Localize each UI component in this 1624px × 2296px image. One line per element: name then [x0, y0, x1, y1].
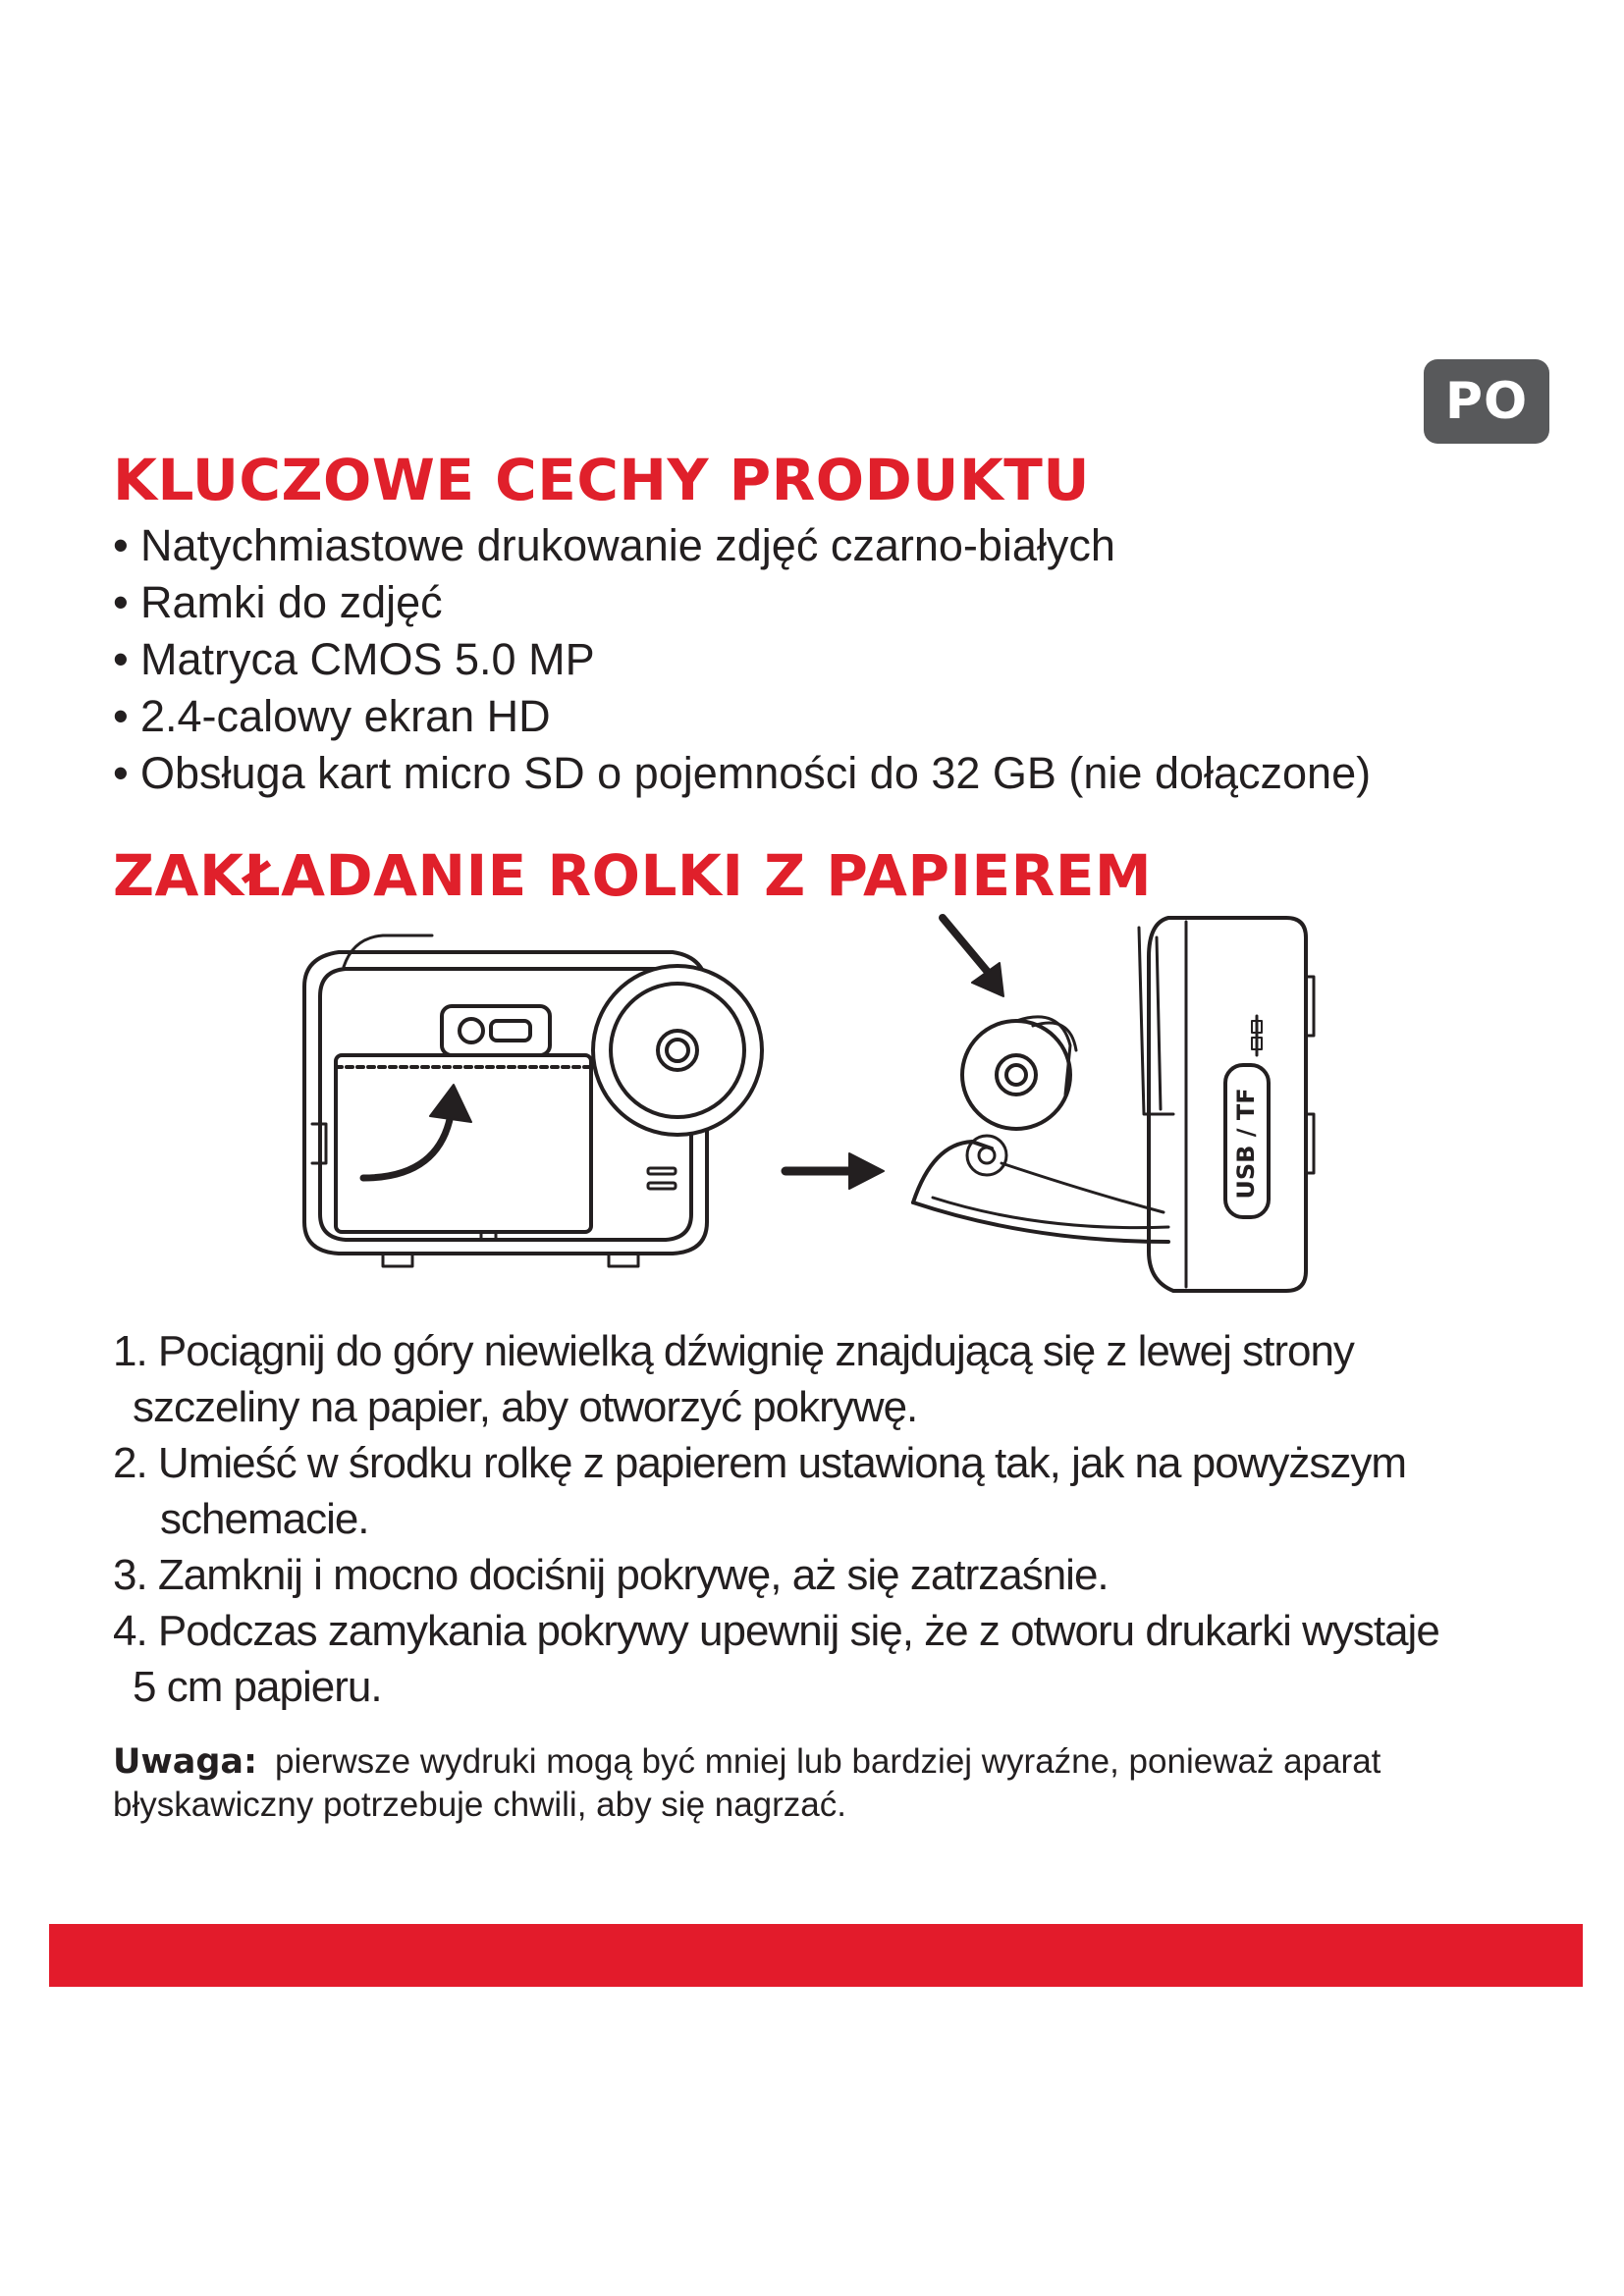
feature-text: Matryca CMOS 5.0 MP: [140, 634, 595, 684]
feature-text: Ramki do zdjęć: [140, 577, 443, 627]
feature-text: 2.4-calowy ekran HD: [140, 691, 551, 741]
feature-item: [113, 631, 1371, 688]
note-text: pierwsze wydruki mogą być mniej lub bardziej wyraźne, ponieważ aparat błyskawiczny potrzebuje chwili, aby się nagrzać.: [113, 1742, 1381, 1824]
note-label: Uwaga:: [113, 1742, 258, 1782]
bullet: •: [113, 520, 129, 570]
feature-item: [113, 574, 1371, 631]
usb-tf-label: USB / TF: [1232, 1088, 1260, 1200]
step-text: 3. Zamknij i mocno dociśnij pokrywę, aż się zatrzaśnie.: [113, 1551, 1109, 1599]
step-text: 1. Pociągnij do góry niewielką dźwignię znajdującą się z lewej strony: [113, 1327, 1354, 1375]
features-heading: KLUCZOWE CECHY PRODUKTU: [113, 447, 1090, 513]
down-arrow-icon: [943, 918, 1003, 996]
step-item: [113, 1435, 1527, 1547]
language-badge: PO: [1424, 359, 1549, 444]
feature-item: [113, 517, 1371, 574]
camera-back-illustration: [304, 935, 762, 1266]
step-text-continuation: szczeliny na papier, aby otworzyć pokrywę.: [133, 1383, 918, 1431]
right-arrow-icon: [785, 1153, 884, 1189]
paper-roll-diagram: [285, 898, 1345, 1301]
bullet: •: [113, 748, 129, 798]
paper-roll-heading: ZAKŁADANIE ROLKI Z PAPIEREM: [113, 842, 1153, 909]
step-item: [113, 1323, 1527, 1435]
feature-item: [113, 688, 1371, 745]
bullet: •: [113, 577, 129, 627]
step-text: 2. Umieść w środku rolkę z papierem ustawioną tak, jak na powyższym: [113, 1439, 1407, 1487]
step-text-continuation: schemacie.: [160, 1495, 369, 1543]
features-list: [113, 517, 1371, 802]
footer-red-bar: [49, 1924, 1583, 1987]
bullet: •: [113, 691, 129, 741]
step-item: [113, 1603, 1527, 1715]
step-text-continuation: 5 cm papieru.: [133, 1663, 382, 1711]
feature-text: Natychmiastowe drukowanie zdjęć czarno-białych: [140, 520, 1115, 570]
paper-roll-illustration: [962, 1017, 1076, 1129]
bullet: •: [113, 634, 129, 684]
warning-note: [113, 1740, 1527, 1827]
paper-roll-steps: [113, 1323, 1527, 1715]
step-item: [113, 1547, 1527, 1603]
feature-item: [113, 745, 1371, 802]
step-text: 4. Podczas zamykania pokrywy upewnij się, że z otworu drukarki wystaje: [113, 1607, 1439, 1655]
feature-text: Obsługa kart micro SD o pojemności do 32 GB (nie dołączone): [140, 748, 1372, 798]
